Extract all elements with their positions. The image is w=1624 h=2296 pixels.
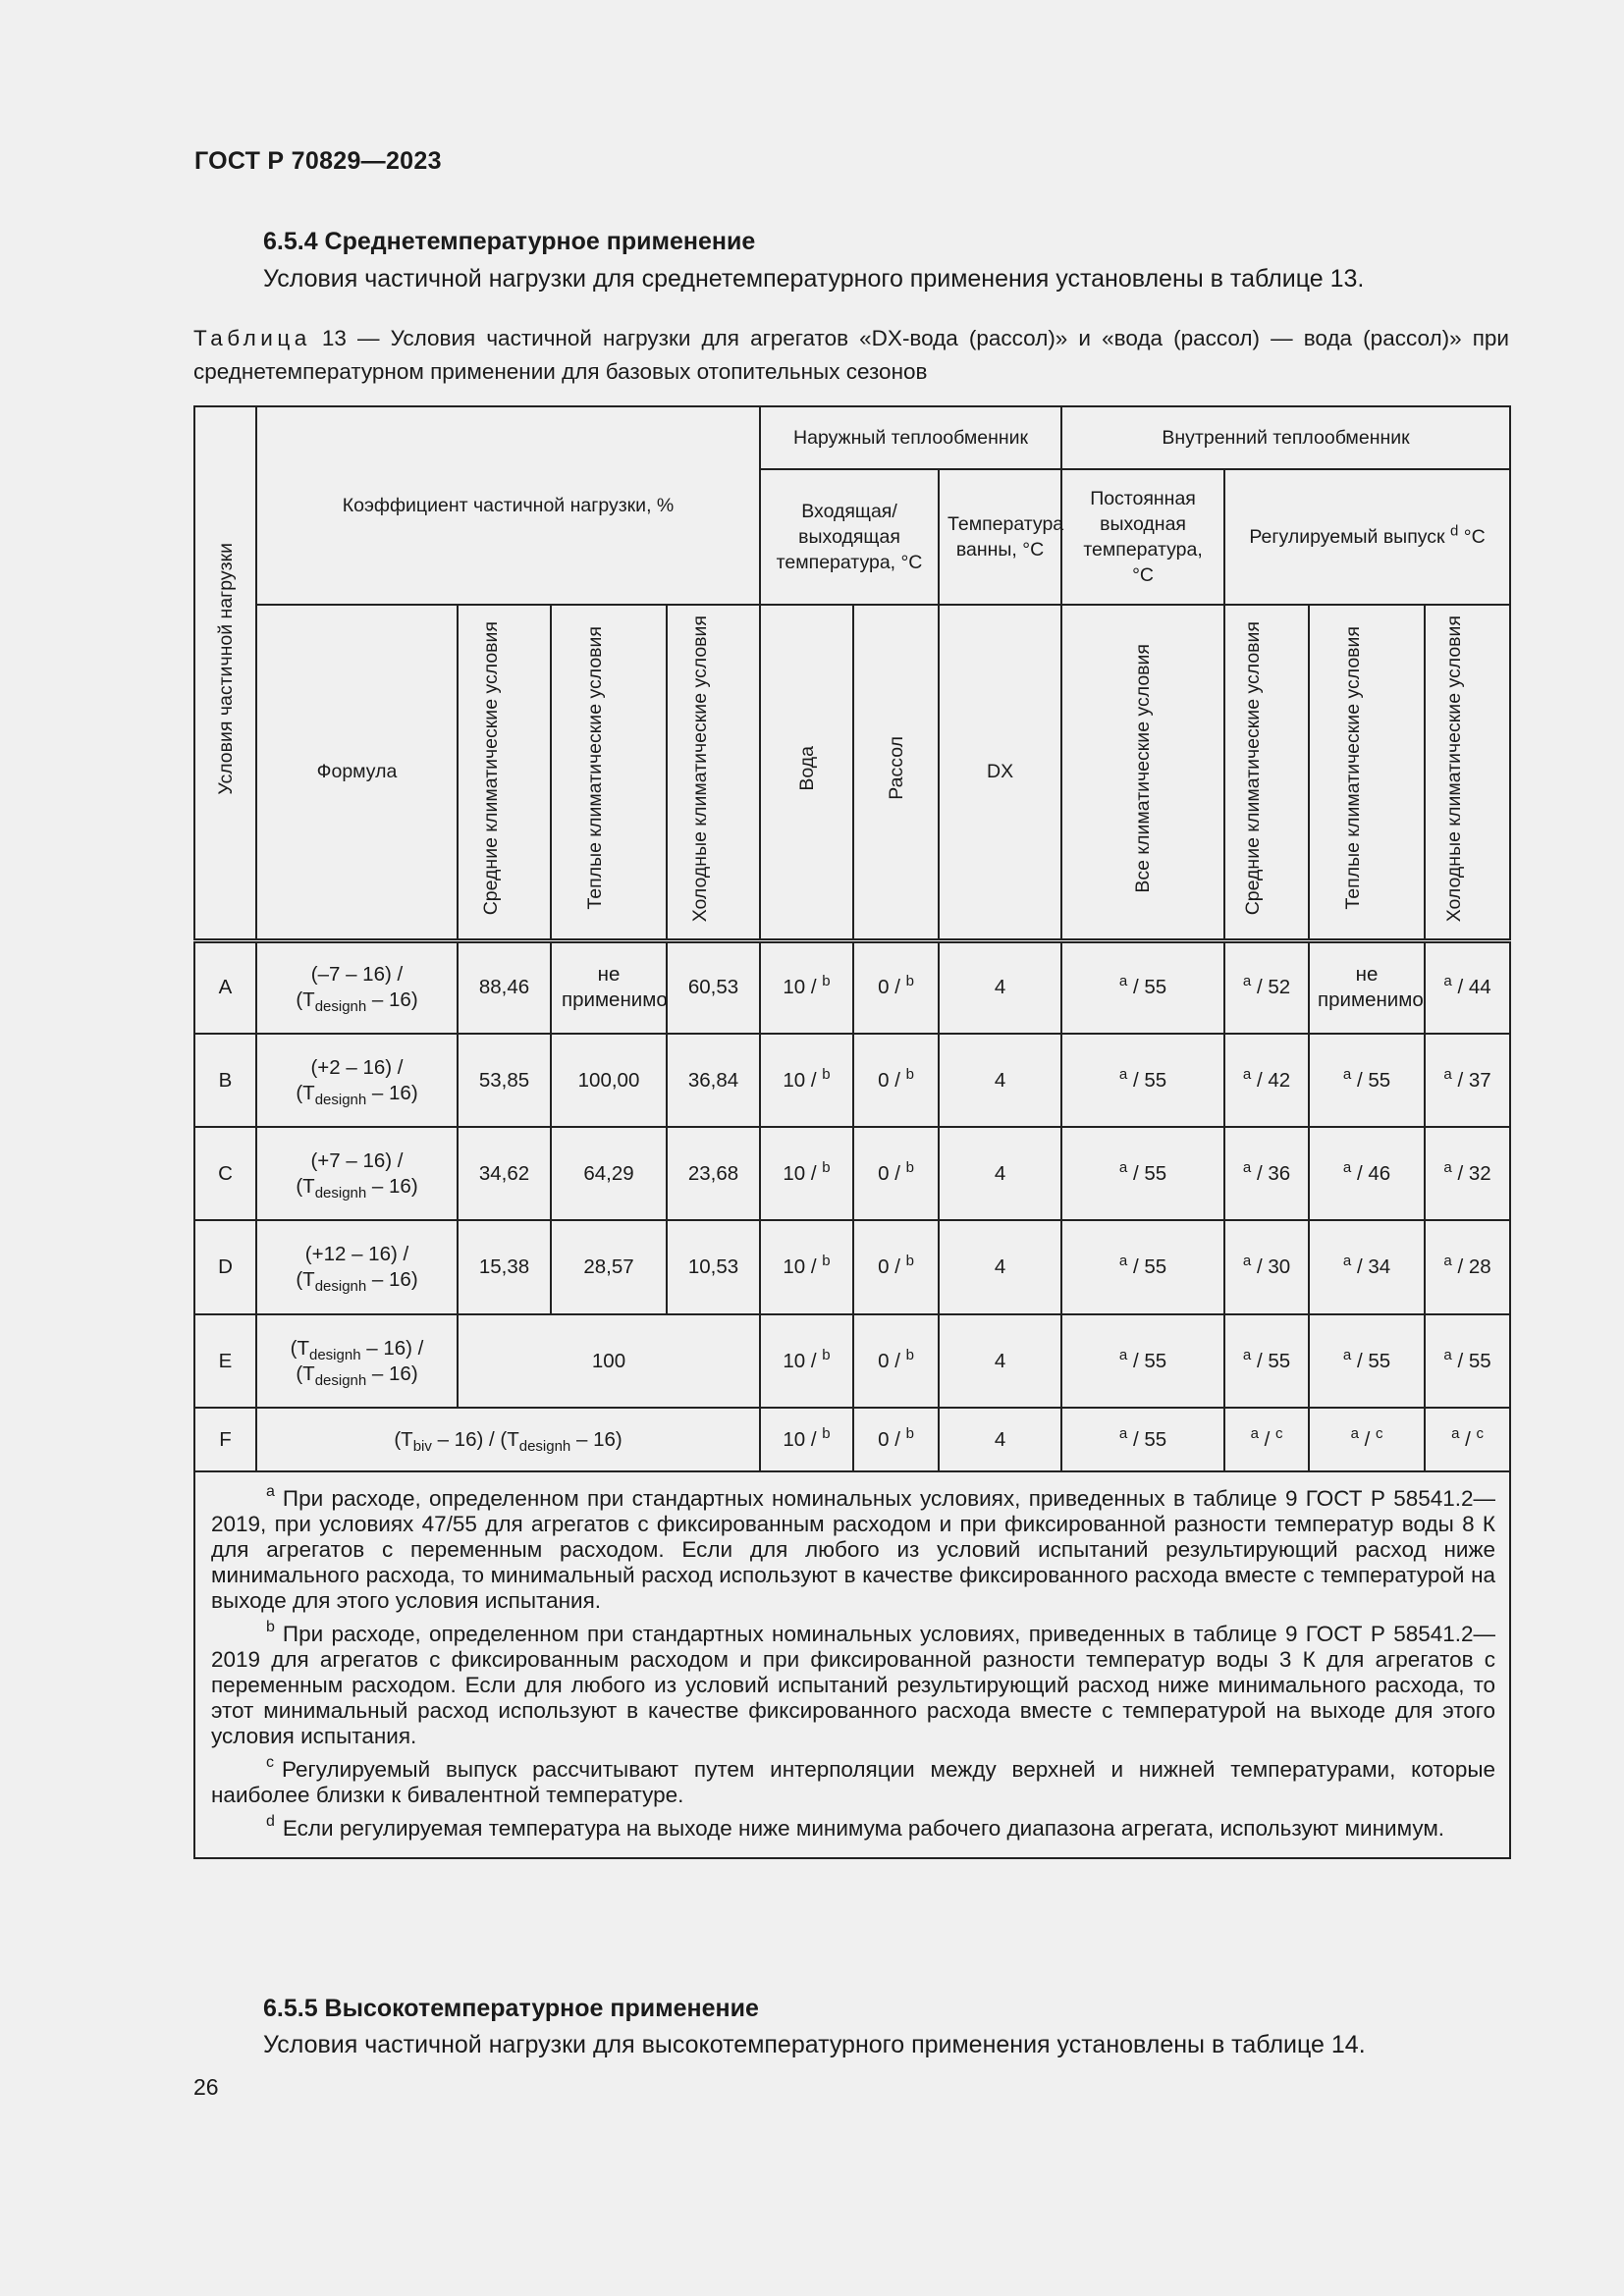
- cell-dx: 4: [939, 1314, 1061, 1408]
- cell-var-avg: $^a$ / 55: [1224, 1314, 1309, 1408]
- cell-all: $^a$ / 55: [1061, 1314, 1224, 1408]
- table-row: [194, 1408, 1510, 1471]
- cell-brine: 0 / $^b$: [853, 940, 939, 1034]
- header-formula: Формула: [256, 605, 458, 940]
- table-caption: [193, 322, 1509, 389]
- header-cold: Холодные климатические условия: [667, 605, 760, 940]
- header-avg: Средние климатические условия: [458, 605, 551, 940]
- formula-cell: (+7 – 16) / $(T_{designh} - 16)$: [256, 1127, 458, 1220]
- header-brine: Рассол: [853, 605, 939, 940]
- header-indoor: Внутренний теплообменник: [1061, 406, 1510, 469]
- header-all: Все климатические условия: [1061, 605, 1224, 940]
- cell-dx: 4: [939, 940, 1061, 1034]
- header-dx: DX: [939, 605, 1061, 940]
- header-bath: Температура ванны, °C: [939, 469, 1061, 605]
- notes-row: [194, 1471, 1510, 1858]
- row-id: F: [194, 1408, 256, 1471]
- section-title-654: 6.5.4 Среднетемпературное применение: [263, 228, 756, 255]
- header-warm-2: Теплые климатические условия: [1309, 605, 1425, 940]
- cell-merged-coef: 100: [458, 1314, 760, 1408]
- header-inout: Входящая/ выходящая температура, °C: [760, 469, 939, 605]
- cell-var-warm: $^a$ / 46: [1309, 1127, 1425, 1220]
- table-row: [194, 1314, 1510, 1408]
- cell-dx: 4: [939, 1408, 1061, 1471]
- cell-brine: 0 / $^b$: [853, 1127, 939, 1220]
- section-text-654: Условия частичной нагрузки для среднетемпературного применения установлены в таблице 13.: [263, 265, 1365, 293]
- formula-cell-f: $(T_{biv} - 16) / (T_{designh} - 16)$: [256, 1408, 760, 1471]
- cell-water: 10 / $^b$: [760, 1314, 853, 1408]
- row-id: B: [194, 1034, 256, 1127]
- header-water: Вода: [760, 605, 853, 940]
- formula-cell: $(T_{designh} - 16)$ / $(T_{designh} - 16)$: [256, 1314, 458, 1408]
- cell-var-warm: $^a$ / $^c$: [1309, 1408, 1425, 1471]
- table-row: [194, 1034, 1510, 1127]
- cell-var-cold: $^a$ / 55: [1425, 1314, 1510, 1408]
- cell-brine: 0 / $^b$: [853, 1220, 939, 1314]
- cell-brine: 0 / $^b$: [853, 1034, 939, 1127]
- note-d: $^d$ Если регулируемая температура на выходе ниже минимума рабочего диапазона агрегата, используют минимум.: [266, 1812, 1445, 1841]
- cell-all: $^a$ / 55: [1061, 1034, 1224, 1127]
- table-row: [194, 1220, 1510, 1314]
- cell-var-warm: $^a$ / 55: [1309, 1034, 1425, 1127]
- header-var-out: Регулируемый выпуск $^d$ °C: [1224, 469, 1510, 605]
- cell-cold: 36,84: [667, 1034, 760, 1127]
- cell-warm: 28,57: [551, 1220, 667, 1314]
- cell-water: 10 / $^b$: [760, 1220, 853, 1314]
- cell-brine: 0 / $^b$: [853, 1408, 939, 1471]
- header-outdoor: Наружный теплообменник: [760, 406, 1061, 469]
- table-13: [193, 405, 1511, 1859]
- cell-all: $^a$ / 55: [1061, 1408, 1224, 1471]
- formula-cell: (+12 – 16) / $(T_{designh} - 16)$: [256, 1220, 458, 1314]
- cell-all: $^a$ / 55: [1061, 940, 1224, 1034]
- formula-cell: (–7 – 16) / $(T_{designh} - 16)$: [256, 940, 458, 1034]
- cell-var-warm: $^a$ / 34: [1309, 1220, 1425, 1314]
- cell-water: 10 / $^b$: [760, 1408, 853, 1471]
- cell-var-cold: $^a$ / 37: [1425, 1034, 1510, 1127]
- row-id: E: [194, 1314, 256, 1408]
- header-avg-2: Средние климатические условия: [1224, 605, 1309, 940]
- cell-var-cold: $^a$ / 28: [1425, 1220, 1510, 1314]
- note-b: $^b$ При расходе, определенном при стандартных номинальных условиях, приведенных в таблице 9 ГОСТ Р 58541.2—2019 для агрегатов с фиксированным расходом и при фиксированной разности температур воды 3 К для агрегатов с переменным расходом. Если для любого из условий испытаний результирующий расход ниже минимального расхода, то этот минимальный расход используют в качестве фиксированного расхода вместе с температурой на выходе для этого условия испытания.: [211, 1618, 1496, 1748]
- caption-label: Таблица: [193, 326, 311, 350]
- cell-warm: 100,00: [551, 1034, 667, 1127]
- cell-avg: 15,38: [458, 1220, 551, 1314]
- cell-dx: 4: [939, 1220, 1061, 1314]
- section-title-655: 6.5.5 Высокотемпературное применение: [263, 1995, 759, 2022]
- cell-warm: 64,29: [551, 1127, 667, 1220]
- section-text-655: Условия частичной нагрузки для высокотемпературного применения установлены в таблице 14.: [263, 2031, 1366, 2058]
- cell-dx: 4: [939, 1127, 1061, 1220]
- caption-text: 13 — Условия частичной нагрузки для агрегатов «DX-вода (рассол)» и «вода (рассол) — вода (рассол)» при среднетемпературном применении для базовых отопительных сезонов: [193, 326, 1509, 384]
- note-c: $^c$ Регулируемый выпуск рассчитывают путем интерполяции между верхней и нижней температурами, которые наиболее близки к бивалентной температуре.: [211, 1753, 1496, 1807]
- cell-var-avg: $^a$ / 52: [1224, 940, 1309, 1034]
- table-notes: [194, 1471, 1510, 1858]
- formula-cell: (+2 – 16) / $(T_{designh} - 16)$: [256, 1034, 458, 1127]
- cell-var-cold: $^a$ / 44: [1425, 940, 1510, 1034]
- cell-all: $^a$ / 55: [1061, 1220, 1224, 1314]
- header-condition: Условия частичной нагрузки: [194, 406, 256, 940]
- cell-cold: 60,53: [667, 940, 760, 1034]
- cell-var-avg: $^a$ / 42: [1224, 1034, 1309, 1127]
- table-row: [194, 940, 1510, 1034]
- cell-dx: 4: [939, 1034, 1061, 1127]
- row-id: C: [194, 1127, 256, 1220]
- cell-var-cold: $^a$ / $^c$: [1425, 1408, 1510, 1471]
- cell-var-cold: $^a$ / 32: [1425, 1127, 1510, 1220]
- cell-avg: 53,85: [458, 1034, 551, 1127]
- cell-warm: не применимо: [551, 940, 667, 1034]
- cell-water: 10 / $^b$: [760, 1127, 853, 1220]
- header-cold-2: Холодные климатические условия: [1425, 605, 1510, 940]
- row-id: A: [194, 940, 256, 1034]
- note-a: $^a$ При расходе, определенном при стандартных номинальных условиях, приведенных в таблице 9 ГОСТ Р 58541.2—2019, при условиях 47/55 для агрегатов с фиксированным расходом и при фиксированной разности температур воды 8 К для агрегатов с переменным расходом. Если для любого из условий испытаний результирующий расход ниже минимального расхода, то минимальный расход используют в качестве фиксированного расхода вместе с температурой на выходе для этого условия испытания.: [211, 1482, 1496, 1613]
- cell-water: 10 / $^b$: [760, 1034, 853, 1127]
- row-id: D: [194, 1220, 256, 1314]
- cell-avg: 88,46: [458, 940, 551, 1034]
- cell-avg: 34,62: [458, 1127, 551, 1220]
- cell-cold: 23,68: [667, 1127, 760, 1220]
- cell-var-warm: $^a$ / 55: [1309, 1314, 1425, 1408]
- page-number: 26: [193, 2074, 219, 2100]
- cell-brine: 0 / $^b$: [853, 1314, 939, 1408]
- cell-var-avg: $^a$ / 36: [1224, 1127, 1309, 1220]
- header-warm: Теплые климатические условия: [551, 605, 667, 940]
- table-row: [194, 1127, 1510, 1220]
- cell-all: $^a$ / 55: [1061, 1127, 1224, 1220]
- cell-var-warm: не применимо: [1309, 940, 1425, 1034]
- header-coef: Коэффициент частичной нагрузки, %: [256, 406, 760, 605]
- cell-var-avg: $^a$ / 30: [1224, 1220, 1309, 1314]
- header-const-out: Постоянная выходная температура, °C: [1061, 469, 1224, 605]
- cell-water: 10 / $^b$: [760, 940, 853, 1034]
- document-header: ГОСТ Р 70829—2023: [194, 147, 442, 175]
- cell-var-avg: $^a$ / $^c$: [1224, 1408, 1309, 1471]
- cell-cold: 10,53: [667, 1220, 760, 1314]
